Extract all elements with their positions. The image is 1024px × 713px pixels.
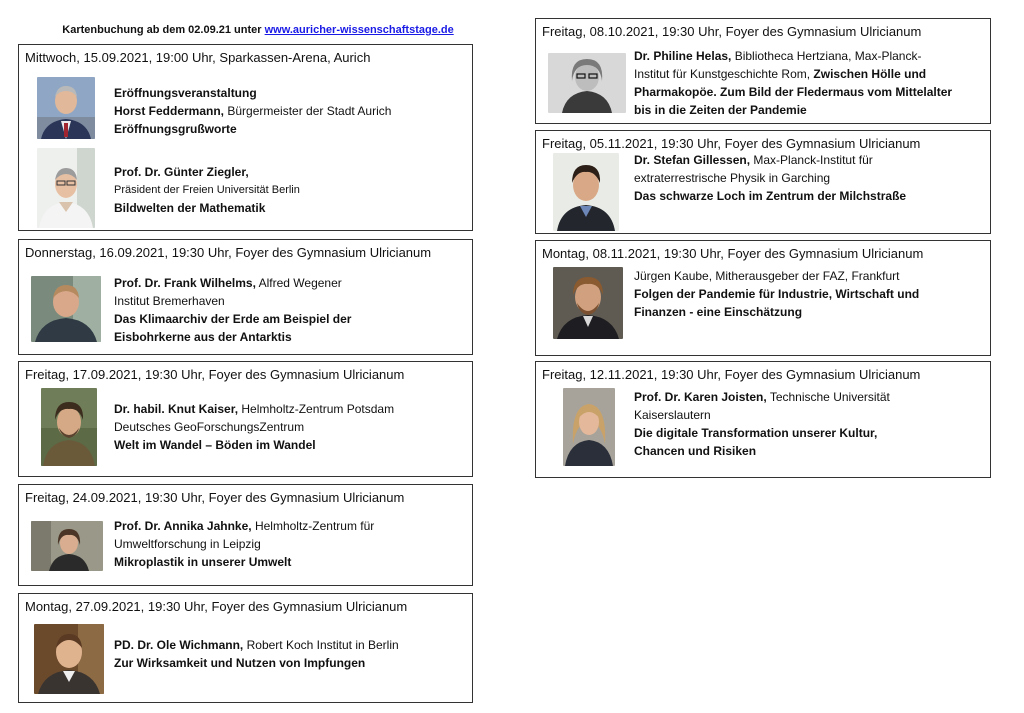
talk-title: Eröffnungsgrußworte xyxy=(114,122,237,136)
speaker-photo-gillessen xyxy=(553,153,619,231)
speaker-info xyxy=(114,84,391,138)
speaker-photo-joisten xyxy=(563,388,615,466)
booking-note-text: Kartenbuchung ab dem 02.09.21 unter xyxy=(62,24,265,36)
talk-title: bis in die Zeiten der Pandemie xyxy=(634,103,807,117)
event-card-24-09 xyxy=(18,484,473,586)
speaker-affiliation: Mitherausgeber der FAZ, Frankfurt xyxy=(712,269,900,283)
speaker-affiliation: Umweltforschung in Leipzig xyxy=(114,537,261,551)
speaker-photo-kaube xyxy=(553,267,623,339)
talk-title: Zur Wirksamkeit und Nutzen von Impfungen xyxy=(114,656,366,670)
event-date: Donnerstag, 16.09.2021, 19:30 Uhr, Foyer des Gymnasium Ulricianum xyxy=(25,245,432,260)
speaker-info xyxy=(114,163,300,217)
speaker-affiliation: Technische Universität xyxy=(766,390,890,404)
website-link[interactable]: www.auricher-wissenschaftstage.de xyxy=(264,24,454,36)
speaker-affiliation: Präsident der Freien Universität Berlin xyxy=(114,184,300,196)
event-date: Freitag, 12.11.2021, 19:30 Uhr, Foyer des Gymnasium Ulricianum xyxy=(542,367,921,382)
speaker-photo-wichmann xyxy=(34,624,104,694)
booking-note xyxy=(38,24,478,36)
talk-title: Die digitale Transformation unserer Kultur, xyxy=(634,426,878,440)
event-card-15-09 xyxy=(18,44,473,231)
speaker-name: Prof. Dr. Günter Ziegler, xyxy=(114,165,249,179)
talk-title: Welt im Wandel – Böden im Wandel xyxy=(114,438,316,452)
speaker-affiliation: Robert Koch Institut in Berlin xyxy=(243,638,399,652)
speaker-info xyxy=(634,47,952,119)
talk-title: Mikroplastik in unserer Umwelt xyxy=(114,555,292,569)
event-date: Freitag, 08.10.2021, 19:30 Uhr, Foyer des Gymnasium Ulricianum xyxy=(542,24,922,39)
speaker-affiliation: Alfred Wegener xyxy=(255,276,342,290)
speaker-info xyxy=(114,517,374,571)
event-date: Freitag, 17.09.2021, 19:30 Uhr, Foyer des Gymnasium Ulricianum xyxy=(25,367,405,382)
event-card-27-09 xyxy=(18,593,473,703)
speaker-info xyxy=(634,388,890,460)
speaker-name: PD. Dr. Ole Wichmann, xyxy=(114,638,244,652)
speaker-info xyxy=(634,267,919,321)
talk-title: Zwischen Hölle und xyxy=(813,67,927,81)
speaker-name: Prof. Dr. Annika Jahnke, xyxy=(114,519,252,533)
speaker-photo-jahnke xyxy=(31,521,103,571)
speaker-name: Horst Feddermann, xyxy=(114,104,225,118)
speaker-photo-ziegler xyxy=(37,148,95,228)
talk-title: Finanzen - eine Einschätzung xyxy=(634,305,803,319)
talk-title: Pharmakopöe. Zum Bild der Fledermaus vom Mittelalter xyxy=(634,85,953,99)
speaker-affiliation: Helmholtz-Zentrum für xyxy=(251,519,375,533)
event-card-08-10 xyxy=(535,18,991,124)
speaker-info xyxy=(114,636,399,672)
talk-title: Das Klimaarchiv der Erde am Beispiel der xyxy=(114,312,352,326)
event-card-17-09 xyxy=(18,361,473,477)
speaker-affiliation: Deutsches GeoForschungsZentrum xyxy=(114,420,305,434)
speaker-photo-helas xyxy=(548,53,626,113)
event-date: Montag, 08.11.2021, 19:30 Uhr, Foyer des Gymnasium Ulricianum xyxy=(542,246,924,261)
speaker-photo-wilhelms xyxy=(31,276,101,342)
event-date: Montag, 27.09.2021, 19:30 Uhr, Foyer des Gymnasium Ulricianum xyxy=(25,599,408,614)
speaker-name: Dr. Philine Helas, xyxy=(634,49,732,63)
speaker-name: Prof. Dr. Karen Joisten, xyxy=(634,390,767,404)
event-card-12-11 xyxy=(535,361,991,478)
speaker-affiliation: Institut Bremerhaven xyxy=(114,294,225,308)
speaker-name: Jürgen Kaube, xyxy=(634,269,713,283)
speaker-info xyxy=(634,151,906,205)
speaker-info xyxy=(114,274,351,346)
talk-title: Folgen der Pandemie für Industrie, Wirtschaft und xyxy=(634,287,920,301)
speaker-name: Prof. Dr. Frank Wilhelms, xyxy=(114,276,256,290)
talk-title: Das schwarze Loch im Zentrum der Milchstraße xyxy=(634,189,907,203)
speaker-affiliation: Kaiserslautern xyxy=(634,408,711,422)
event-card-16-09 xyxy=(18,239,473,355)
speaker-affiliation: Bürgermeister der Stadt Aurich xyxy=(224,104,392,118)
event-card-05-11 xyxy=(535,130,991,234)
speaker-affiliation: Bibliotheca Hertziana, Max-Planck- xyxy=(731,49,922,63)
event-card-08-11 xyxy=(535,240,991,356)
speaker-info xyxy=(114,400,394,454)
speaker-affiliation: Max-Planck-Institut für xyxy=(750,153,873,167)
event-date: Freitag, 05.11.2021, 19:30 Uhr, Foyer des Gymnasium Ulricianum xyxy=(542,136,921,151)
talk-title: Eisbohrkerne aus der Antarktis xyxy=(114,330,292,344)
talk-title: Chancen und Risiken xyxy=(634,444,757,458)
event-title: Eröffnungsveranstaltung xyxy=(114,86,257,100)
talk-title: Bildwelten der Mathematik xyxy=(114,201,266,215)
speaker-name: Dr. habil. Knut Kaiser, xyxy=(114,402,239,416)
event-date: Mittwoch, 15.09.2021, 19:00 Uhr, Sparkassen-Arena, Aurich xyxy=(25,50,371,65)
speaker-name: Dr. Stefan Gillessen, xyxy=(634,153,751,167)
speaker-affiliation: Institut für Kunstgeschichte Rom, xyxy=(634,67,814,81)
speaker-photo-feddermann xyxy=(37,77,95,139)
speaker-affiliation: extraterrestrische Physik in Garching xyxy=(634,171,831,185)
event-date: Freitag, 24.09.2021, 19:30 Uhr, Foyer des Gymnasium Ulricianum xyxy=(25,490,405,505)
speaker-affiliation: Helmholtz-Zentrum Potsdam xyxy=(238,402,395,416)
speaker-photo-kaiser xyxy=(41,388,97,466)
